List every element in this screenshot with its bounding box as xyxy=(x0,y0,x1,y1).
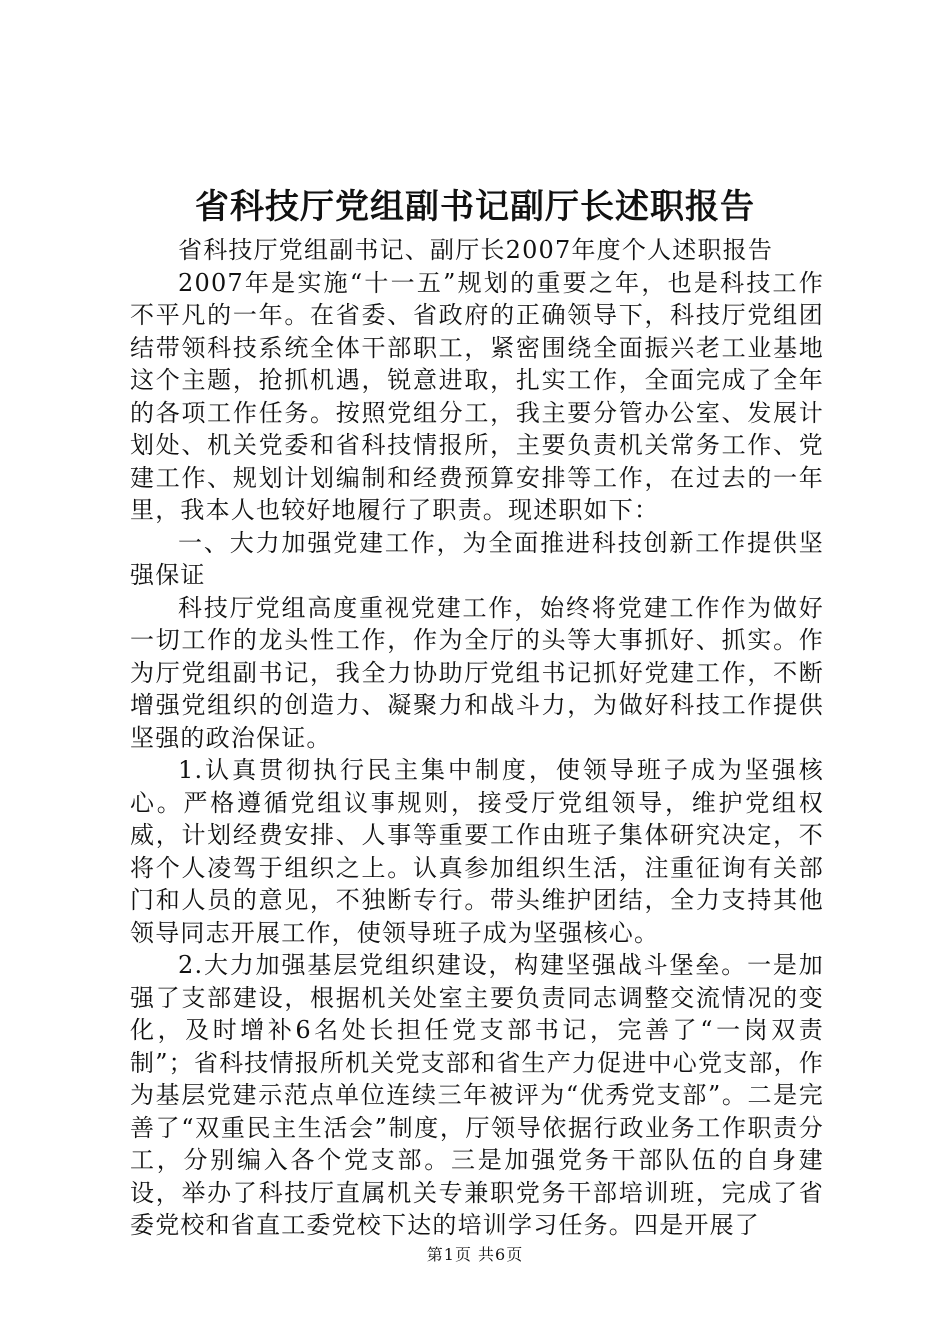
document-body xyxy=(130,234,824,1242)
paragraph-item-2: 2.大力加强基层党组织建设，构建坚强战斗堡垒。一是加强了支部建设，根据机关处室主要负责同志调整交流情况的变化，及时增补6名处长担任党支部书记，完善了“一岗双责制”；省科技情报所机关党支部和省生产力促进中心党支部，作为基层党建示范点单位连续三年被评为“优秀党支部”。二是完善了“双重民主生活会”制度，厅领导依据行政业务工作职责分工，分别编入各个党支部。三是加强党务干部队伍的自身建设，举办了科技厅直属机关专兼职党务干部培训班，完成了省委党校和省直工委党校下达的培训学习任务。四是开展了 xyxy=(130,951,824,1239)
section-heading: 一、大力加强党建工作，为全面推进科技创新工作提供坚强保证 xyxy=(130,528,824,589)
page-title: 省科技厅党组副书记副厅长述职报告 xyxy=(195,187,755,227)
paragraph-intro: 2007年是实施“十一五”规划的重要之年，也是科技工作不平凡的一年。在省委、省政府的正确领导下，科技厅党组团结带领科技系统全体干部职工，紧密围绕全面振兴老工业基地这个主题，抢抓机遇，锐意进取，扎实工作，全面完成了全年的各项工作任务。按照党组分工，我主要分管办公室、发展计划处、机关党委和省科技情报所，主要负责机关常务工作、党建工作、规划计划编制和经费预算安排等工作，在过去的一年里，我本人也较好地履行了职责。现述职如下： xyxy=(130,268,824,524)
paragraph-item-1: 1.认真贯彻执行民主集中制度，使领导班子成为坚强核心。严格遵循党组议事规则，接受厅党组领导，维护党组权威，计划经费安排、人事等重要工作由班子集体研究决定，不将个人凌驾于组织之上。认真参加组织生活，注重征询有关部门和人员的意见，不独断专行。带头维护团结，全力支持其他领导同志开展工作，使领导班子成为坚强核心。 xyxy=(130,756,824,947)
page-footer: 第1页 共6页 xyxy=(426,1245,524,1264)
paragraph-subtitle: 省科技厅党组副书记、副厅长2007年度个人述职报告 xyxy=(178,236,774,264)
paragraph-party-building: 科技厅党组高度重视党建工作，始终将党建工作作为做好一切工作的龙头性工作，作为全厅的头等大事抓好、抓实。作为厅党组副书记，我全力协助厅党组书记抓好党建工作，不断增强党组织的创造力、凝聚力和战斗力，为做好科技工作提供坚强的政治保证。 xyxy=(130,593,824,752)
